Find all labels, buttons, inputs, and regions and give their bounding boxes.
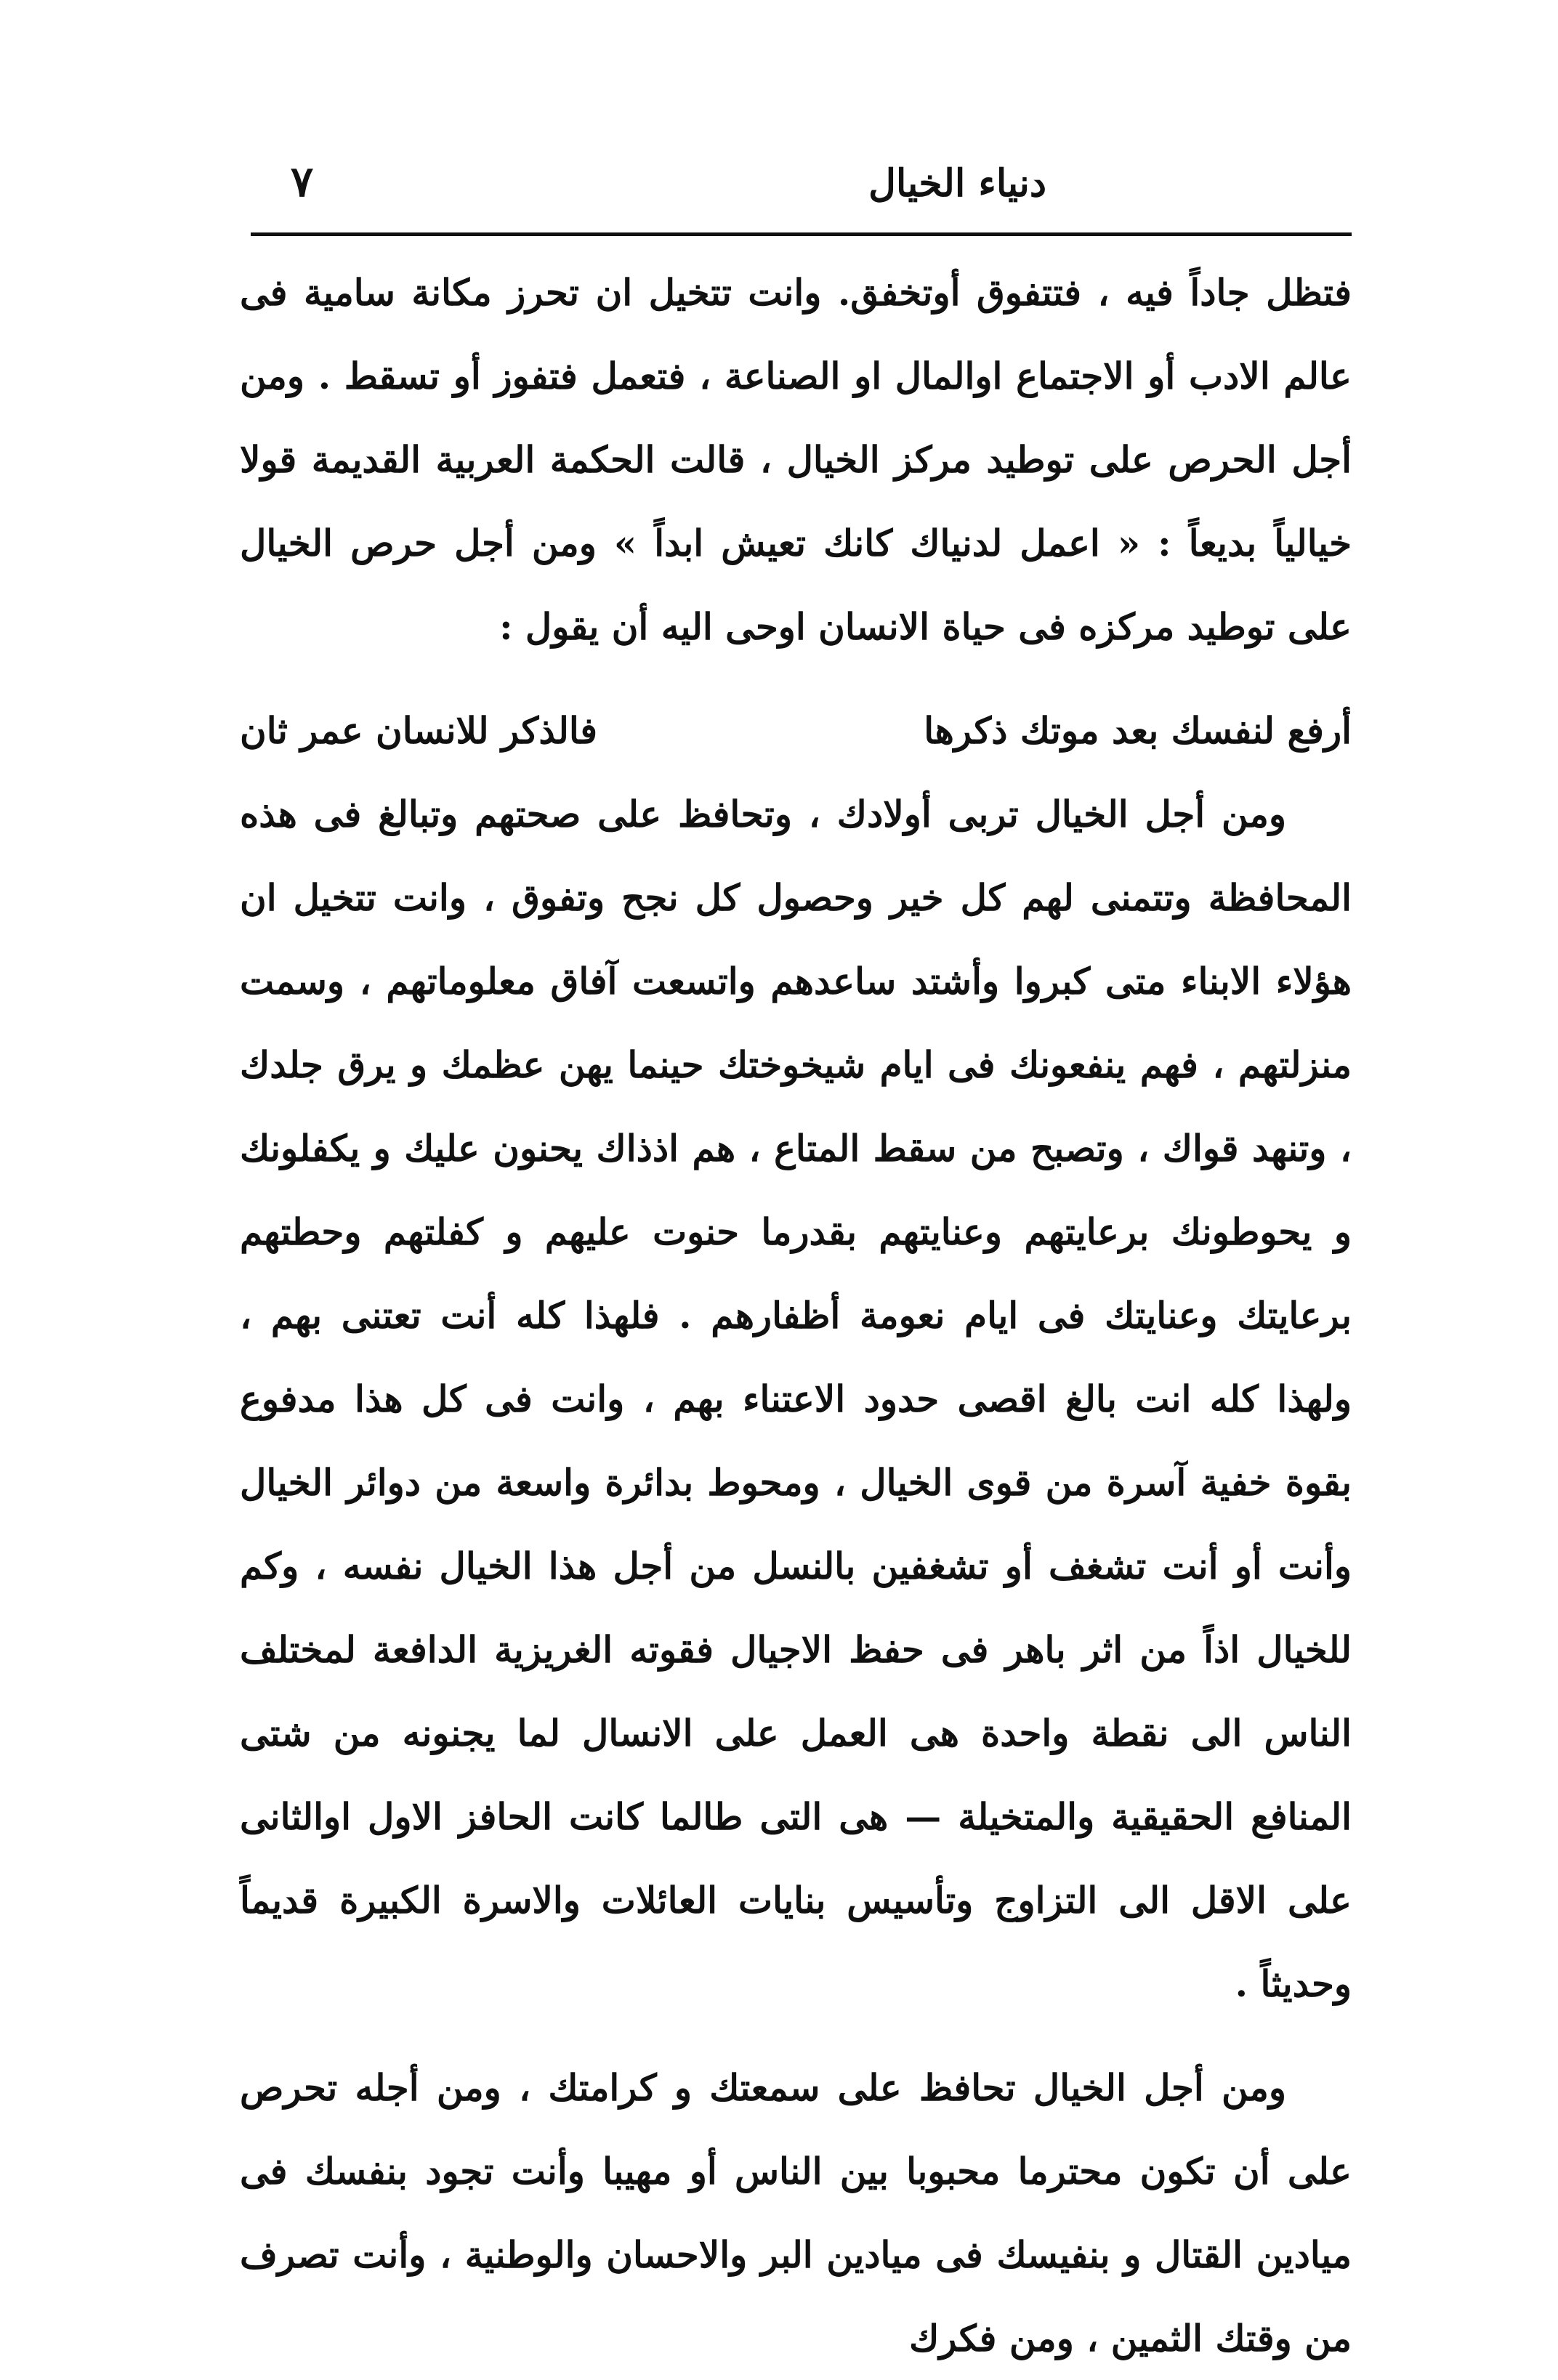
verse-second-hemistich: فالذكر للانسان عمر ثان — [240, 709, 597, 752]
running-title: دنياء الخيال — [868, 161, 1046, 206]
paragraph-3: ومن أجل الخيال تحافظ على سمعتك و كرامتك ، ومن أجله تحرص على أن تكون محترما محبوبا بين الناس أو مهيبا وأنت تجود بنفسك فى ميادين القتال و بنفيسك فى ميادين البر والاحسان والوطنية ، وأنت تصرف من وقتك الثمين ، ومن فكرك — [240, 2066, 1352, 2360]
page-header — [247, 153, 1352, 218]
verse-first-hemistich: أرفع لنفسك بعد موتك ذكرها — [924, 709, 1352, 752]
page-number: ٧ — [291, 157, 314, 206]
verse — [240, 689, 1352, 772]
header-rule — [251, 232, 1352, 236]
body-text — [240, 251, 1352, 2380]
paragraph-1: فتظل جاداً فيه ، فتتفوق أوتخفق. وانت تتخيل ان تحرز مكانة سامية فى عالم الادب أو الاجتماع اوالمال او الصناعة ، فتعمل فتفوز أو تسقط . ومن أجل الحرص على توطيد مركز الخيال ، قالت الحكمة العربية القديمة قولا خيالياً بديعاً : « اعمل لدنياك كانك تعيش ابداً » ومن أجل حرص الخيال على توطيد مركزه فى حياة الانسان اوحى اليه أن يقول : — [240, 271, 1352, 648]
paragraph-2: ومن أجل الخيال تربى أولادك ، وتحافظ على صحتهم وتبالغ فى هذه المحافظة وتتمنى لهم كل خير وحصول كل نجح وتفوق ، وانت تتخيل ان هؤلاء الابناء متى كبروا وأشتد ساعدهم واتسعت آفاق معلوماتهم ، وسمت منزلتهم ، فهم ينفعونك فى ايام شيخوختك حينما يهن عظمك و يرق جلدك ، وتنهد قواك ، وتصبح من سقط المتاع ، هم اذذاك يحنون عليك و يكفلونك و يحوطونك برعايتهم وعنايتهم بقدرما حنوت عليهم و كفلتهم وحطتهم برعايتك وعنايتك فى ايام نعومة أظفارهم . فلهذا كله أنت تعتنى بهم ، ولهذا كله انت بالغ اقصى حدود الاعتناء بهم ، وانت فى كل هذا مدفوع بقوة خفية آسرة من قوى الخيال ، ومحوط بدائرة واسعة من دوائر الخيال وأنت أو أنت تشغف أو تشغفين بالنسل من أجل هذا الخيال نفسه ، وكم للخيال اذاً من اثر باهر فى حفظ الاجيال فقوته الغريزية الدافعة لمختلف الناس الى نقطة واحدة هى العمل على الانسال لما يجنونه من شتى المنافع الحقيقية والمتخيلة — هى التى طالما كانت الحافز الاول اوالثانى على الاقل الى التزاوج وتأسيس بنايات العائلات والاسرة الكبيرة قديماً وحديثاً . — [240, 793, 1352, 2005]
